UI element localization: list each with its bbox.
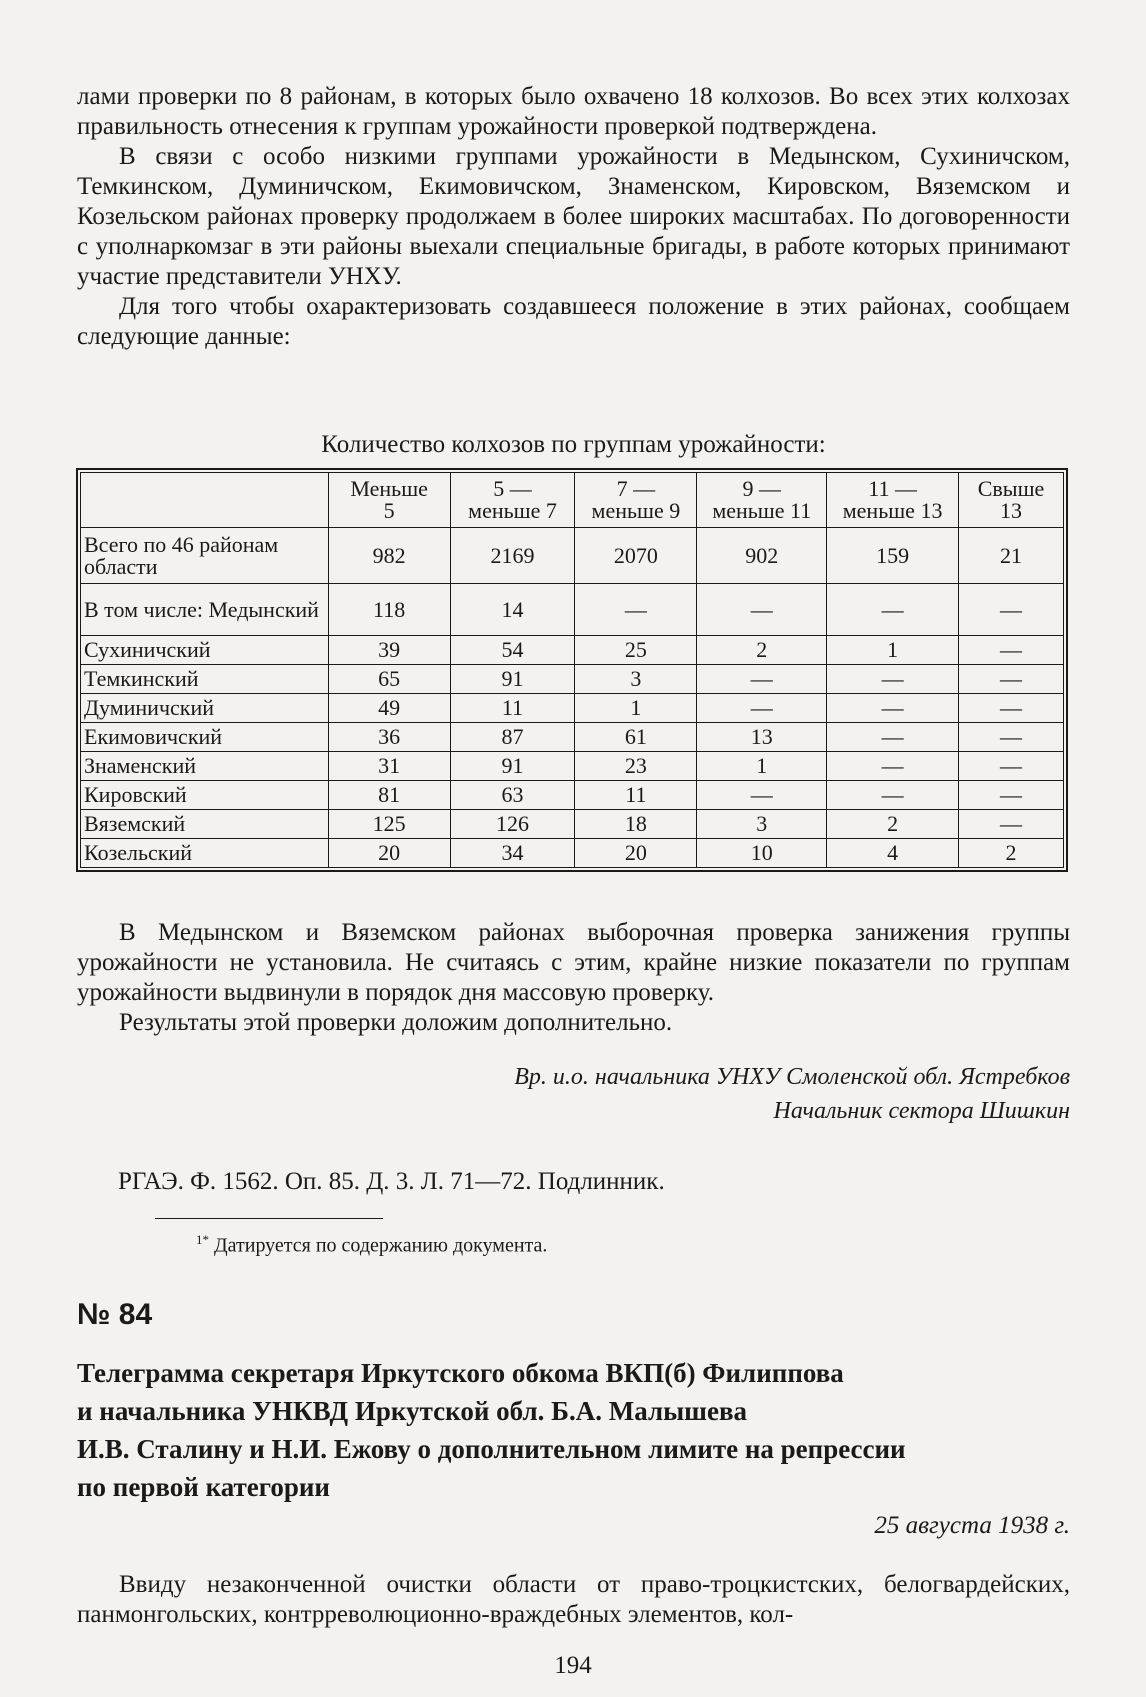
table-cell: — — [959, 781, 1064, 810]
table-header-row — [81, 473, 1064, 528]
table-cell: 31 — [328, 752, 450, 781]
table-cell: — — [697, 781, 827, 810]
table-row — [81, 781, 1064, 810]
page-number: 194 — [554, 1652, 592, 1679]
row-name: Сухиничский — [81, 636, 329, 665]
table-cell: 2169 — [450, 528, 575, 584]
table-cell: 34 — [450, 839, 575, 868]
table-cell: 1 — [575, 694, 697, 723]
paragraph-4: В Медынском и Вяземском районах выборочная проверка занижения группы урожайности не установила. Не считаясь с этим, крайне низкие показатели по группам урожайности выдвинули в порядок дня массовую проверку. — [77, 919, 1070, 1006]
table-row — [81, 636, 1064, 665]
table-cell: 4 — [827, 839, 959, 868]
document-title — [77, 1354, 1077, 1506]
conclusion-text — [77, 918, 1070, 1038]
table-cell: — — [827, 665, 959, 694]
table-cell: 2 — [827, 810, 959, 839]
title-line: по первой категории — [77, 1472, 330, 1502]
table-cell: — — [827, 723, 959, 752]
table-cell: 10 — [697, 839, 827, 868]
table-cell: 63 — [450, 781, 575, 810]
header-cell: 7 — меньше 9 — [575, 473, 697, 528]
table-cell: — — [697, 584, 827, 636]
table-cell: — — [827, 752, 959, 781]
table-row — [81, 839, 1064, 868]
table-cell: 159 — [827, 528, 959, 584]
table-cell: 2 — [959, 839, 1064, 868]
row-name: Екимовичский — [81, 723, 329, 752]
table-row — [81, 752, 1064, 781]
table-cell: 81 — [328, 781, 450, 810]
table-row — [81, 694, 1064, 723]
table-cell: 91 — [450, 752, 575, 781]
title-line: и начальника УНКВД Иркутской обл. Б.А. Малышева — [77, 1396, 748, 1426]
table-cell: 61 — [575, 723, 697, 752]
paragraph-1: лами проверки по 8 районам, в которых было охвачено 18 колхозов. Во всех этих колхозах правильность отнесения к группам урожайности проверкой подтверждена. — [77, 83, 1070, 140]
header-cell: 5 — меньше 7 — [450, 473, 575, 528]
footnote-mark: 1* — [196, 1232, 209, 1247]
table-cell: 125 — [328, 810, 450, 839]
table-cell: — — [697, 694, 827, 723]
table-cell: 3 — [697, 810, 827, 839]
table-cell: — — [827, 694, 959, 723]
table-cell: — — [827, 584, 959, 636]
table-cell: — — [697, 665, 827, 694]
row-name: Козельский — [81, 839, 329, 868]
table-cell: 18 — [575, 810, 697, 839]
header-cell: Меньше 5 — [328, 473, 450, 528]
table-cell: 3 — [575, 665, 697, 694]
table-cell: 87 — [450, 723, 575, 752]
table-cell: 23 — [575, 752, 697, 781]
table-row — [81, 528, 1064, 584]
table-cell: 91 — [450, 665, 575, 694]
table-cell: 21 — [959, 528, 1064, 584]
table-cell: 20 — [328, 839, 450, 868]
row-name: Кировский — [81, 781, 329, 810]
table-caption: Количество колхозов по группам урожайности: — [321, 431, 826, 458]
row-name: Думиничский — [81, 694, 329, 723]
table-cell: 11 — [575, 781, 697, 810]
table-cell: 13 — [697, 723, 827, 752]
table-cell: — — [959, 694, 1064, 723]
footnote-text: Датируется по содержанию документа. — [214, 1234, 548, 1257]
document-date: 25 августа 1938 г. — [874, 1512, 1070, 1539]
table-cell: 49 — [328, 694, 450, 723]
table-cell: 1 — [827, 636, 959, 665]
row-name: В том числе: Медынский — [81, 584, 329, 636]
table-cell: — — [959, 723, 1064, 752]
title-line: И.В. Сталину и Н.И. Ежову о дополнительном лимите на репрессии — [77, 1434, 906, 1464]
header-cell: Свыше 13 — [959, 473, 1064, 528]
table-cell: 902 — [697, 528, 827, 584]
intro-text — [77, 82, 1070, 352]
signature-line-2: Начальник сектора Шишкин — [773, 1098, 1070, 1124]
table-cell: — — [959, 584, 1064, 636]
archive-reference: РГАЭ. Ф. 1562. Оп. 85. Д. 3. Л. 71—72. Подлинник. — [118, 1168, 665, 1195]
table-cell: 36 — [328, 723, 450, 752]
paragraph-3: Для того чтобы охарактеризовать создавшееся положение в этих районах, сообщаем следующие данные: — [77, 293, 1070, 350]
row-name: Знаменский — [81, 752, 329, 781]
document-number: № 84 — [77, 1298, 153, 1331]
paragraph-2: В связи с особо низкими группами урожайности в Медынском, Сухиничском, Темкинском, Думиничском, Екимовичском, Знаменском, Кировском, Вяземском и Козельском районах проверку продолжаем в более широких масштабах. По договоренности с уполнаркомзаг в эти районы выехали специальные бригады, в работе которых принимают участие представители УНХУ. — [77, 143, 1070, 290]
table-cell: — — [959, 636, 1064, 665]
table-cell: — — [827, 781, 959, 810]
signature-line-1: Вр. и.о. начальника УНХУ Смоленской обл. Ястребков — [514, 1064, 1070, 1090]
table-cell: 982 — [328, 528, 450, 584]
header-empty — [81, 473, 329, 528]
table-cell: 11 — [450, 694, 575, 723]
row-name: Вяземский — [81, 810, 329, 839]
table-cell: 65 — [328, 665, 450, 694]
table-cell: 14 — [450, 584, 575, 636]
table-row — [81, 723, 1064, 752]
table-row — [81, 810, 1064, 839]
table-row — [81, 584, 1064, 636]
row-name: Всего по 46 районам области — [81, 528, 329, 584]
paragraph-6: Ввиду незаконченной очистки области от право-троцкистских, белогвардейских, панмонгольских, контрреволюционно-враждебных элементов, кол- — [77, 1571, 1070, 1628]
table-cell: 39 — [328, 636, 450, 665]
yield-groups-table — [80, 472, 1064, 868]
table-cell: — — [959, 810, 1064, 839]
table-cell: 118 — [328, 584, 450, 636]
paragraph-5: Результаты этой проверки доложим дополнительно. — [119, 1009, 673, 1036]
footnote-divider — [155, 1218, 383, 1219]
table-cell: 126 — [450, 810, 575, 839]
table-cell: 1 — [697, 752, 827, 781]
title-line: Телеграмма секретаря Иркутского обкома ВКП(б) Филиппова — [77, 1358, 844, 1388]
row-name: Темкинский — [81, 665, 329, 694]
table-cell: — — [959, 752, 1064, 781]
table-cell: 2 — [697, 636, 827, 665]
document-body — [77, 1570, 1070, 1630]
table-row — [81, 665, 1064, 694]
table-cell: — — [575, 584, 697, 636]
header-cell: 11 — меньше 13 — [827, 473, 959, 528]
table-cell: 54 — [450, 636, 575, 665]
footnote — [196, 1232, 547, 1258]
table-cell: 25 — [575, 636, 697, 665]
table-cell: 2070 — [575, 528, 697, 584]
table-cell: 20 — [575, 839, 697, 868]
table-cell: — — [959, 665, 1064, 694]
header-cell: 9 — меньше 11 — [697, 473, 827, 528]
